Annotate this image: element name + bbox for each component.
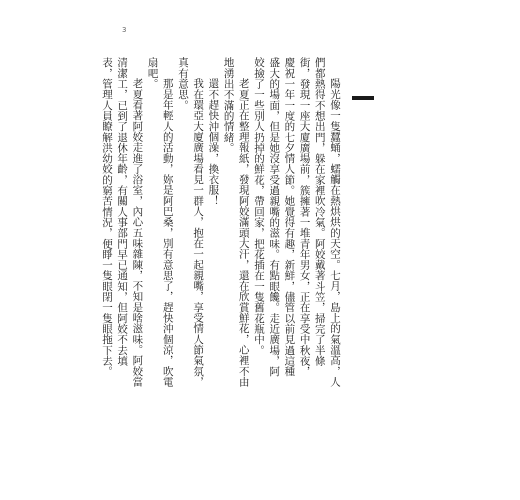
paragraph-4: 我在環亞大廈廣場看見一群人，抱在一起親嘴，享受情人節氣氛，真有意思。	[176, 57, 205, 387]
paragraph-2: 老夏正在整理報紙，發現阿姣滿頭大汗，還在欣賞鮮花，心裡不由地湧出不滿的情緒。	[222, 57, 250, 387]
chapter-numeral	[352, 96, 374, 100]
page-number: 3	[122, 26, 127, 34]
body-text	[99, 57, 342, 387]
paragraph-3: 還不趕快沖個澡，換衣服！	[207, 78, 220, 206]
paragraph-1: 陽光像一隻蠶蛹，蠕觸在熱烘烘的天空。七月，島上的氣溫高，人們都熱得不想出門，躲在家裡吹冷氣。阿姣戴著斗笠，掃完了半條街，發現一座大廈廣場前，簇擁著一堆青年男女，正在享受中秋夜，慶祝一年一度的七夕情人節。她覺得有趣，新鮮，儘管以前見過這種盛大的場面，但是她沒享受過親嘴的滋味。有點眼饞。走近廣場，阿姣撿了一些別人扔掉的鮮花，帶回家，把花插在一隻舊花瓶中。	[252, 57, 341, 387]
paragraph-6: 老夏看著阿姣走進了浴室，內心五味雜陳，不知是啥滋味。阿姣當清潔工，已到了退休年齡，有關人事部門早已通知，但阿姣不去填表，管理人員瞭解洪幼姣的窮苦情況，便睜一隻眼閉一隻眼拖下去。	[100, 57, 144, 387]
paragraph-5: 那是年輕人的活動，妳是阿巴桑，別有意思了，趕快沖個涼，吹電扇吧。	[146, 57, 174, 387]
